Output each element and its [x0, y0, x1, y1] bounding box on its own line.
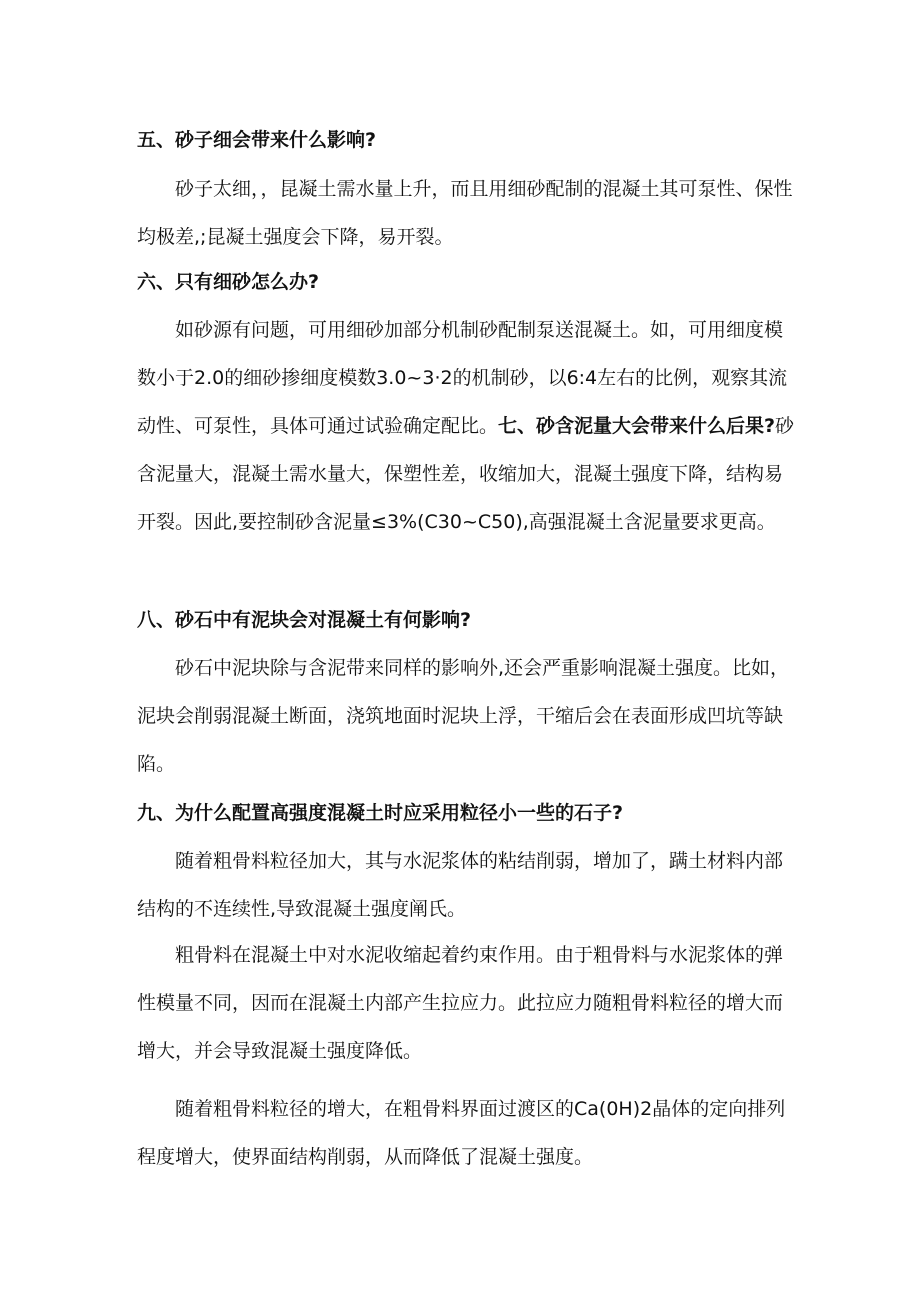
paragraph-section-7-text: 砂含泥量大，混凝土需水量大，保塑性差，收缩加大，混凝土强度下降，结构易开裂。因此,要控制砂含泥量≤3%(C30~C50),高强混凝土含泥量要求更高。	[137, 415, 795, 533]
paragraph-section-6	[137, 306, 797, 546]
paragraph-section-9c: 随着粗骨料粒径的增大，在粗骨料界面过渡区的Ca(0H)2晶体的定向排列程度增大，使界面结构削弱，从而降低了混凝土强度。	[137, 1098, 786, 1168]
heading-section-9: 九、为什么配置高强度混凝土时应采用粒径小一些的石子?	[137, 802, 624, 824]
heading-section-6: 六、只有细砂怎么办?	[137, 271, 320, 293]
paragraph-section-5: 砂子太细，，昆凝土需水量上升，而且用细砂配制的混凝土其可泵性、保性均极差,;昆凝土强度会下降，易开裂。	[137, 178, 793, 248]
heading-section-8: 八、砂石中有泥块会对混凝土有何影响?	[137, 609, 472, 631]
heading-section-7: 七、砂含泥量大会带来什么后果?	[498, 415, 776, 437]
paragraph-section-9a: 随着粗骨料粒径加大，其与水泥浆体的粘结削弱，增加了，蹒土材料内部结构的不连续性,导致混凝土强度阐氏。	[137, 850, 784, 920]
paragraph-section-8: 砂石中泥块除与含泥带来同样的影响外,还会严重影响混凝土强度。比如，泥块会削弱混凝土断面，浇筑地面时泥块上浮，干缩后会在表面形成凹坑等缺陷。	[137, 657, 790, 775]
paragraph-section-9b: 粗骨料在混凝土中对水泥收缩起着约束作用。由于粗骨料与水泥浆体的弹性模量不同，因而在混凝土内部产生拉应力。此拉应力随粗骨料粒径的增大而增大，并会导致混凝土强度降低。	[137, 944, 784, 1062]
paragraph-section-6-text: 如砂源有问题，可用细砂加部分机制砂配制泵送混凝土。如，可用细度模数小于2.0的细砂掺细度模数3.0~3·2的机制砂，以6:4左右的比例，观察其流动性、可泵性，具体可通过试验确定配比。	[137, 319, 788, 437]
heading-section-5: 五、砂子细会带来什么影响?	[137, 129, 377, 151]
